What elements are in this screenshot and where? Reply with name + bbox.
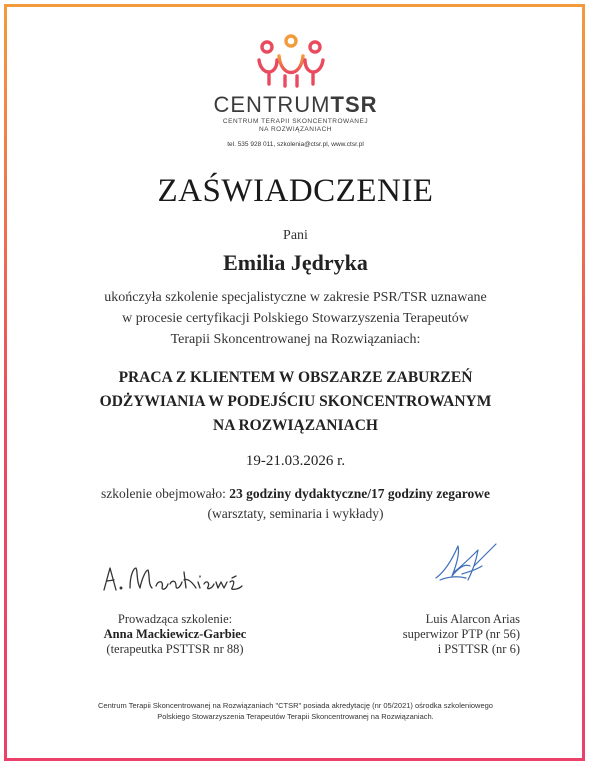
- left-title: (terapeutka PSTTSR nr 88): [106, 642, 244, 656]
- recipient-name: Emilia Jędryka: [223, 250, 368, 275]
- course-title-line: NA ROZWIĄZANIACH: [213, 417, 378, 434]
- description: [60, 287, 531, 350]
- salutation: Pani: [283, 228, 308, 243]
- contact-line: tel. 535 928 011, szkolenia@ctsr.pl, www.ctsr.pl: [227, 141, 364, 148]
- footer-line2: Polskiego Stowarzyszenia Terapeutów Terapii Skoncentrowanej na Rozwiązaniach.: [157, 712, 434, 721]
- right-signature: [430, 536, 510, 590]
- course-dates: 19-21.03.2026 r.: [245, 453, 346, 469]
- signature-left-block: [70, 612, 280, 657]
- description-line: ukończyła szkolenie specjalistyczne w zakresie PSR/TSR uznawane: [104, 290, 487, 305]
- right-title-line2: i PSTTSR (nr 6): [437, 642, 520, 656]
- hours-value: 23 godziny dydaktyczne/17 godziny zegarowe: [229, 486, 490, 501]
- brand-bold: TSR: [330, 92, 378, 117]
- signature-right-block: [350, 612, 520, 657]
- brand-light: CENTRUM: [213, 92, 331, 117]
- certificate-title: ZAŚWIADCZENIE: [157, 173, 434, 209]
- description-line: w procesie certyfikacji Polskiego Stowarzyszenia Terapeutów: [122, 311, 469, 326]
- description-line: Terapii Skoncentrowanej na Rozwiązaniach:: [170, 332, 421, 347]
- right-name: Luis Alarcon Arias: [425, 612, 520, 626]
- course-hours: [0, 486, 591, 502]
- left-role: Prowadząca szkolenie:: [117, 612, 233, 626]
- course-title-line: ODŻYWIANIA W PODEJŚCIU SKONCENTROWANYM: [99, 393, 492, 410]
- accreditation-footer: [40, 700, 551, 722]
- hours-prefix: szkolenie obejmowało:: [101, 486, 226, 501]
- footer-line1: Centrum Terapii Skoncentrowanej na Rozwiązaniach "CTSR" posiada akredytację (nr 05/2021) ośrodka szkoleniowego: [98, 701, 493, 710]
- right-title-line1: superwizor PTP (nr 56): [402, 627, 520, 641]
- course-title-line: PRACA Z KLIENTEM W OBSZARZE ZABURZEŃ: [118, 369, 473, 386]
- left-signature: [100, 560, 250, 596]
- people-group-logo: [255, 34, 327, 88]
- course-title: [60, 366, 531, 438]
- hours-note: (warsztaty, seminaria i wykłady): [207, 506, 384, 521]
- brand-sub-line1: CENTRUM TERAPII SKONCENTROWANEJ: [222, 118, 369, 125]
- left-name: Anna Mackiewicz-Garbiec: [103, 627, 247, 641]
- brand-subtitle: [0, 118, 591, 134]
- brand-sub-line2: NA ROZWIĄZANIACH: [258, 126, 332, 133]
- brand-name: [0, 92, 591, 118]
